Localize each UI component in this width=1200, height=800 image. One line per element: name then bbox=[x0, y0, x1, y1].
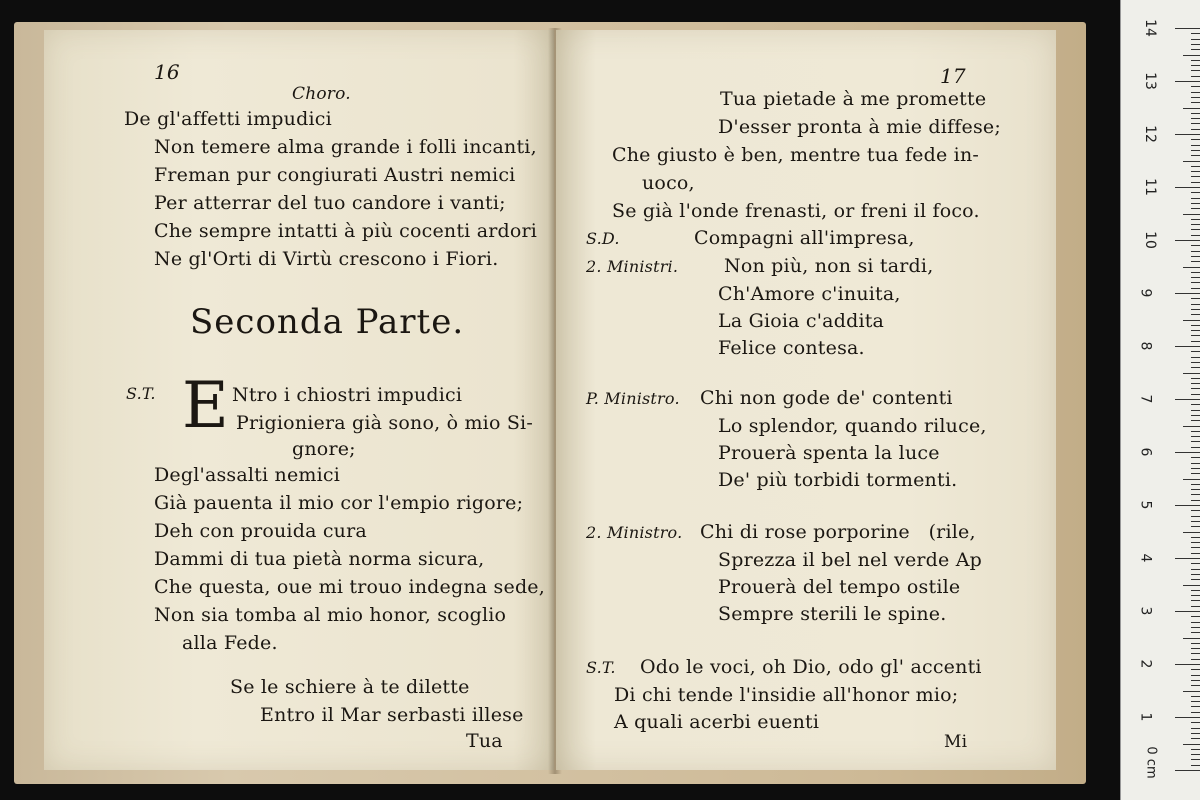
ruler-tick bbox=[1183, 161, 1200, 162]
ruler-tick bbox=[1191, 648, 1200, 649]
ruler-number: 14 bbox=[1141, 19, 1158, 37]
ruler-tick bbox=[1191, 335, 1200, 336]
verse-line: Prigioniera già sono, ò mio Si- bbox=[236, 412, 533, 434]
ruler-number: 9 bbox=[1137, 288, 1154, 298]
ruler-tick bbox=[1183, 638, 1200, 639]
ruler-tick bbox=[1191, 49, 1200, 50]
ruler-tick bbox=[1191, 754, 1200, 755]
verse-line: De' più torbidi tormenti. bbox=[718, 469, 958, 491]
ruler-tick bbox=[1183, 585, 1200, 586]
ruler-tick bbox=[1191, 749, 1200, 750]
ruler-tick bbox=[1191, 129, 1200, 130]
ruler-tick bbox=[1191, 622, 1200, 623]
ruler-tick bbox=[1191, 208, 1200, 209]
ruler-number: 4 bbox=[1137, 553, 1154, 563]
verse-line: Non sia tomba al mio honor, scoglio bbox=[154, 604, 507, 626]
ruler-tick bbox=[1191, 643, 1200, 644]
ruler-tick bbox=[1191, 139, 1200, 140]
verse-line: Deh con prouida cura bbox=[154, 520, 367, 542]
ruler-tick bbox=[1191, 39, 1200, 40]
ruler-tick bbox=[1183, 55, 1200, 56]
ruler-tick bbox=[1191, 457, 1200, 458]
ruler-tick bbox=[1191, 325, 1200, 326]
ruler-tick bbox=[1175, 346, 1200, 347]
ruler-tick bbox=[1191, 685, 1200, 686]
ruler-tick bbox=[1175, 558, 1200, 559]
ruler-unit-label: 0 cm bbox=[1143, 746, 1159, 779]
ruler-tick bbox=[1191, 33, 1200, 34]
ruler-tick bbox=[1175, 717, 1200, 718]
verse-line: Lo splendor, quando riluce, bbox=[718, 415, 987, 437]
ruler-tick bbox=[1191, 494, 1200, 495]
page-number-right: 17 bbox=[940, 64, 966, 88]
ruler-tick bbox=[1183, 320, 1200, 321]
speaker-label: 2. Ministro. bbox=[586, 523, 683, 542]
ruler-number: 13 bbox=[1141, 72, 1158, 90]
ruler-tick bbox=[1175, 134, 1200, 135]
speaker-label: 2. Ministri. bbox=[586, 257, 679, 276]
ruler-tick bbox=[1183, 373, 1200, 374]
ruler-tick bbox=[1191, 553, 1200, 554]
ruler-tick bbox=[1191, 219, 1200, 220]
verse-line: Prouerà spenta la luce bbox=[718, 442, 940, 464]
verse-line: uoco, bbox=[642, 172, 695, 194]
ruler-tick bbox=[1191, 410, 1200, 411]
choro-line: Non temere alma grande i folli incanti, bbox=[154, 136, 537, 158]
verse-line: La Gioia c'addita bbox=[718, 310, 885, 332]
verse-line: D'esser pronta à mie diffese; bbox=[718, 116, 1001, 138]
ruler-tick bbox=[1191, 579, 1200, 580]
ruler-tick bbox=[1191, 728, 1200, 729]
ruler-tick bbox=[1191, 182, 1200, 183]
verse-line: Tua pietade à me promette bbox=[720, 88, 987, 110]
ruler-tick bbox=[1191, 192, 1200, 193]
verse-line: Ntro i chiostri impudici bbox=[232, 384, 463, 406]
ruler-tick bbox=[1175, 81, 1200, 82]
ruler-tick bbox=[1191, 659, 1200, 660]
ruler-tick bbox=[1191, 341, 1200, 342]
speaker-label: S.T. bbox=[126, 384, 156, 403]
ruler-tick bbox=[1191, 595, 1200, 596]
ruler-number: 2 bbox=[1137, 659, 1154, 669]
verse-line: Prouerà del tempo ostile bbox=[718, 576, 961, 598]
verse-line: Di chi tende l'insidie all'honor mio; bbox=[614, 684, 959, 706]
ruler-tick bbox=[1191, 245, 1200, 246]
ruler-tick bbox=[1191, 420, 1200, 421]
ruler-tick bbox=[1191, 123, 1200, 124]
ruler-tick bbox=[1191, 272, 1200, 273]
ruler-tick bbox=[1191, 203, 1200, 204]
ruler-number: 6 bbox=[1137, 447, 1154, 457]
ruler-tick bbox=[1191, 484, 1200, 485]
ruler-tick bbox=[1191, 394, 1200, 395]
ruler-tick bbox=[1175, 505, 1200, 506]
speaker-label: S.T. bbox=[586, 658, 616, 677]
ruler-tick bbox=[1191, 251, 1200, 252]
verse-line: Felice contesa. bbox=[718, 337, 865, 359]
ruler-tick bbox=[1191, 489, 1200, 490]
ruler-tick bbox=[1191, 441, 1200, 442]
ruler-tick bbox=[1191, 542, 1200, 543]
ruler-tick bbox=[1183, 691, 1200, 692]
verse-line: Sempre sterili le spine. bbox=[718, 603, 947, 625]
ruler-tick bbox=[1191, 229, 1200, 230]
ruler-tick bbox=[1191, 600, 1200, 601]
verse-line: Odo le voci, oh Dio, odo gl' accenti bbox=[640, 656, 982, 678]
section-heading: Seconda Parte. bbox=[190, 302, 465, 342]
ruler-tick bbox=[1191, 224, 1200, 225]
ruler-tick bbox=[1191, 86, 1200, 87]
ruler-tick bbox=[1191, 431, 1200, 432]
ruler-tick bbox=[1191, 298, 1200, 299]
ruler-tick bbox=[1191, 118, 1200, 119]
ruler-tick bbox=[1191, 675, 1200, 676]
verse-line: Chi di rose porporine (rile, bbox=[700, 521, 976, 543]
drop-cap: E bbox=[182, 369, 229, 443]
ruler-tick bbox=[1191, 288, 1200, 289]
verse-line: Già pauenta il mio cor l'empio rigore; bbox=[154, 492, 524, 514]
ruler-tick bbox=[1191, 171, 1200, 172]
verse-line: Compagni all'impresa, bbox=[694, 227, 915, 249]
ruler-tick bbox=[1183, 479, 1200, 480]
ruler-tick bbox=[1191, 521, 1200, 522]
ruler-number: 3 bbox=[1137, 606, 1154, 616]
ruler-number: 5 bbox=[1137, 500, 1154, 510]
ruler-tick bbox=[1191, 314, 1200, 315]
ruler-tick bbox=[1175, 452, 1200, 453]
verse-line: Degl'assalti nemici bbox=[154, 464, 341, 486]
catchword-left: Tua bbox=[466, 730, 503, 752]
ruler-tick bbox=[1191, 632, 1200, 633]
ruler-tick bbox=[1191, 712, 1200, 713]
ruler-tick bbox=[1191, 526, 1200, 527]
verse-line: Chi non gode de' contenti bbox=[700, 387, 953, 409]
ruler-tick bbox=[1191, 378, 1200, 379]
ruler-tick bbox=[1191, 70, 1200, 71]
ruler-tick bbox=[1191, 627, 1200, 628]
ruler-tick bbox=[1191, 235, 1200, 236]
ruler-tick bbox=[1191, 44, 1200, 45]
ruler-tick bbox=[1191, 701, 1200, 702]
ruler-tick bbox=[1191, 415, 1200, 416]
ruler-tick bbox=[1175, 664, 1200, 665]
ruler-tick bbox=[1191, 383, 1200, 384]
ruler-tick bbox=[1191, 653, 1200, 654]
ruler-number: 11 bbox=[1141, 178, 1158, 196]
ruler-tick bbox=[1191, 574, 1200, 575]
ruler-tick bbox=[1191, 447, 1200, 448]
choro-line: Per atterrar del tuo candore i vanti; bbox=[154, 192, 506, 214]
ruler-tick bbox=[1191, 176, 1200, 177]
ruler-tick bbox=[1191, 463, 1200, 464]
ruler-tick bbox=[1191, 145, 1200, 146]
ruler-tick bbox=[1191, 606, 1200, 607]
ruler-tick bbox=[1191, 277, 1200, 278]
ruler-tick bbox=[1191, 113, 1200, 114]
page-number-left: 16 bbox=[154, 60, 180, 84]
ruler-tick bbox=[1191, 404, 1200, 405]
ruler-tick bbox=[1191, 150, 1200, 151]
choro-line: De gl'affetti impudici bbox=[124, 108, 332, 130]
ruler-tick bbox=[1191, 92, 1200, 93]
ruler-tick bbox=[1183, 744, 1200, 745]
verse-line: gnore; bbox=[292, 438, 356, 460]
ruler-tick bbox=[1191, 547, 1200, 548]
verse-line: Se le schiere à te dilette bbox=[230, 676, 470, 698]
catchword-right: Mi bbox=[944, 732, 968, 752]
ruler-tick bbox=[1175, 293, 1200, 294]
ruler-tick bbox=[1191, 516, 1200, 517]
ruler-tick bbox=[1191, 500, 1200, 501]
ruler-tick bbox=[1191, 733, 1200, 734]
verse-line: Che giusto è ben, mentre tua fede in- bbox=[612, 144, 979, 166]
ruler-number: 8 bbox=[1137, 341, 1154, 351]
ruler-tick bbox=[1191, 706, 1200, 707]
ruler-tick bbox=[1191, 367, 1200, 368]
ruler-tick bbox=[1183, 532, 1200, 533]
ruler-tick bbox=[1191, 166, 1200, 167]
ruler-tick bbox=[1183, 214, 1200, 215]
ruler-tick bbox=[1191, 468, 1200, 469]
ruler-tick bbox=[1191, 357, 1200, 358]
ruler-tick bbox=[1191, 537, 1200, 538]
ruler-tick bbox=[1183, 267, 1200, 268]
left-page bbox=[44, 30, 554, 770]
ruler-tick bbox=[1191, 65, 1200, 66]
ruler-tick bbox=[1191, 304, 1200, 305]
choro-line: Ne gl'Orti di Virtù crescono i Fiori. bbox=[154, 248, 499, 270]
ruler-tick bbox=[1191, 722, 1200, 723]
ruler-tick bbox=[1191, 60, 1200, 61]
ruler-tick bbox=[1191, 696, 1200, 697]
ruler-tick bbox=[1191, 563, 1200, 564]
ruler-tick bbox=[1191, 309, 1200, 310]
ruler-tick bbox=[1175, 187, 1200, 188]
verse-line: Che questa, oue mi trouo indegna sede, bbox=[154, 576, 545, 598]
speaker-label: S.D. bbox=[586, 229, 620, 248]
ruler-tick bbox=[1191, 261, 1200, 262]
ruler-tick bbox=[1175, 28, 1200, 29]
verse-line: Sprezza il bel nel verde Ap bbox=[718, 549, 982, 571]
ruler-tick bbox=[1191, 669, 1200, 670]
ruler-tick bbox=[1183, 426, 1200, 427]
ruler-tick bbox=[1191, 680, 1200, 681]
speaker-label: P. Ministro. bbox=[586, 389, 680, 408]
ruler-tick bbox=[1175, 240, 1200, 241]
verse-line: Entro il Mar serbasti illese bbox=[260, 704, 524, 726]
ruler-tick bbox=[1175, 399, 1200, 400]
ruler-tick bbox=[1191, 155, 1200, 156]
verse-line: Non più, non si tardi, bbox=[724, 255, 934, 277]
verse-line: A quali acerbi euenti bbox=[614, 711, 820, 733]
measuring-ruler bbox=[1120, 0, 1200, 800]
verse-line: Dammi di tua pietà norma sicura, bbox=[154, 548, 485, 570]
ruler-tick bbox=[1191, 330, 1200, 331]
ruler-tick bbox=[1191, 97, 1200, 98]
ruler-tick bbox=[1191, 388, 1200, 389]
ruler-tick bbox=[1191, 510, 1200, 511]
ruler-number: 10 bbox=[1141, 231, 1158, 249]
ruler-number: 1 bbox=[1137, 712, 1154, 722]
ruler-tick bbox=[1191, 256, 1200, 257]
ruler-tick bbox=[1191, 351, 1200, 352]
ruler-tick bbox=[1191, 765, 1200, 766]
ruler-tick bbox=[1191, 569, 1200, 570]
ruler-tick bbox=[1175, 611, 1200, 612]
ruler-tick bbox=[1191, 282, 1200, 283]
verse-line: Ch'Amore c'inuita, bbox=[718, 283, 901, 305]
choro-line: Che sempre intatti à più cocenti ardori bbox=[154, 220, 538, 242]
ruler-tick bbox=[1191, 738, 1200, 739]
verse-line: alla Fede. bbox=[182, 632, 278, 654]
ruler-tick bbox=[1191, 436, 1200, 437]
ruler-tick bbox=[1191, 616, 1200, 617]
section-label-choro: Choro. bbox=[292, 84, 351, 104]
ruler-number: 12 bbox=[1141, 125, 1158, 143]
choro-line: Freman pur congiurati Austri nemici bbox=[154, 164, 516, 186]
ruler-tick bbox=[1191, 102, 1200, 103]
ruler-number: 7 bbox=[1137, 394, 1154, 404]
ruler-tick bbox=[1191, 198, 1200, 199]
ruler-tick bbox=[1183, 108, 1200, 109]
ruler-tick bbox=[1191, 759, 1200, 760]
ruler-tick bbox=[1175, 770, 1200, 771]
right-page bbox=[556, 30, 1056, 770]
verse-line: Se già l'onde frenasti, or freni il foco. bbox=[612, 200, 980, 222]
ruler-tick bbox=[1191, 590, 1200, 591]
ruler-tick bbox=[1191, 473, 1200, 474]
ruler-tick bbox=[1191, 76, 1200, 77]
ruler-tick bbox=[1191, 362, 1200, 363]
